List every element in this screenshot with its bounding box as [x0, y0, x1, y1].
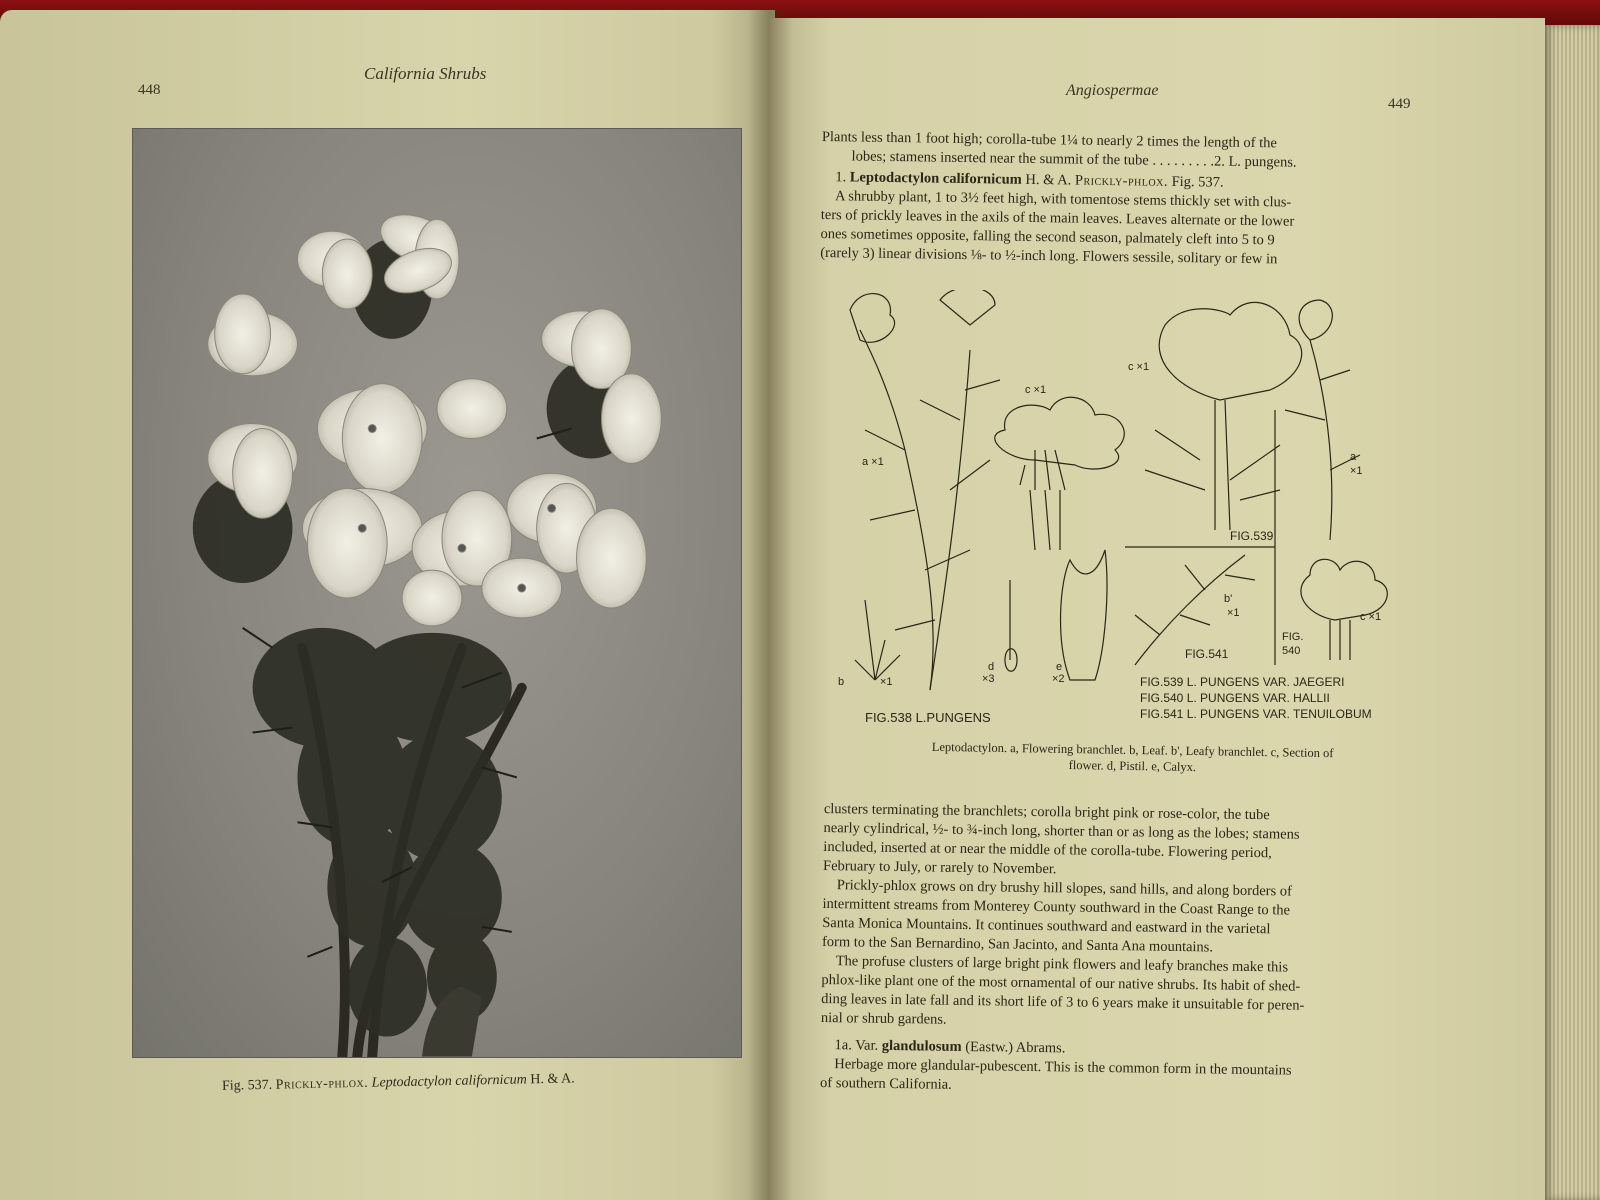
label-a2: a	[1350, 451, 1357, 463]
caption-authority: H. & A.	[530, 1071, 575, 1088]
variety-line: of southern California.	[819, 1074, 952, 1093]
plate-caption-line: Leptodactylon. a, Flowering branchlet. b, Leaf. b', Leafy branchlet. c, Section of	[931, 739, 1334, 761]
book-gutter	[748, 10, 792, 1200]
label-fig541: FIG.541	[1185, 647, 1229, 661]
description-line: (rarely 3) linear divisions ⅛- to ½-inch long. Flowers sessile, solitary or few in	[820, 244, 1278, 268]
label-e-scale: ×2	[1052, 673, 1065, 685]
species-authority: H. & A.	[1025, 171, 1072, 189]
description-line: included, inserted at or near the middle of the corolla-tube. Flowering period,	[823, 838, 1272, 862]
caption-scientific-name: Leptodactylon californicum	[371, 1072, 527, 1091]
description-line: ones sometimes opposite, falling the second season, palmately cleft into 5 to 9	[820, 225, 1275, 249]
fig540-branch-drawing	[1285, 300, 1360, 540]
leaf-b-drawing	[855, 600, 900, 680]
key-text	[820, 128, 1412, 271]
caption-common-name: Prickly-phlox.	[275, 1075, 369, 1093]
description-line: February to July, or rarely to November.	[822, 857, 1057, 878]
variety-line: Herbage more glandular-pubescent. This is the common form in the mountains	[834, 1056, 1292, 1079]
label-c3: c ×1	[1360, 611, 1382, 623]
plate-caption-line: flower. d, Pistil. e, Calyx.	[1068, 757, 1197, 774]
description-line: A shrubby plant, 1 to 3½ feet high, with tomentose stems thickly set with clus-	[834, 188, 1292, 211]
right-page-number: 449	[1388, 96, 1411, 112]
variety-authority: (Eastw.) Abrams.	[965, 1038, 1066, 1057]
plate-legend-line: FIG.541 L. PUNGENS VAR. TENUILOBUM	[1140, 707, 1372, 721]
page-edges	[1545, 25, 1600, 1200]
flower-photo-illustration	[133, 129, 741, 1057]
description-line: nearly cylindrical, ½- to ¾-inch long, shorter than or as long as the lobes; stamens	[823, 819, 1300, 843]
label-b-scale: ×1	[880, 676, 893, 688]
label-a2-scale: ×1	[1350, 465, 1363, 477]
calyx-e-drawing	[1061, 550, 1107, 680]
species-fig-ref: Fig. 537.	[1171, 173, 1224, 191]
body-text	[820, 800, 1414, 1101]
prickly-phlox-photo	[132, 128, 742, 1058]
flower-section-drawing	[995, 397, 1125, 469]
habitat-line: form to the San Bernardino, San Jacinto, and Santa Ana mountains.	[821, 933, 1214, 956]
label-c2: c ×1	[1128, 361, 1150, 373]
label-fig539: FIG.539	[1230, 529, 1274, 543]
caption-fig-number: Fig. 537.	[221, 1077, 273, 1094]
label-fig540-b: 540	[1282, 645, 1301, 657]
label-c1: c ×1	[1025, 384, 1047, 396]
habitat-line: Prickly-phlox grows on dry brushy hill slopes, sand hills, and along borders of	[836, 877, 1292, 900]
notes-line: nial or shrub gardens.	[820, 1009, 947, 1028]
notes-line: ding leaves in late fall and its short life of 3 to 6 years make it unsuitable for peren-	[821, 990, 1305, 1014]
pistil-d-drawing	[1005, 580, 1017, 671]
right-running-head: Angiospermae	[1066, 82, 1159, 99]
notes-line: phlox-like plant one of the most ornamental of our native shrubs. Its habit of shed-	[821, 971, 1301, 995]
left-running-head: California Shrubs	[364, 64, 487, 83]
label-e: e	[1056, 661, 1063, 673]
label-fig540-a: FIG.	[1282, 631, 1304, 643]
label-b: b	[838, 676, 845, 688]
species-number: 1.	[835, 169, 847, 186]
key-line: Plants less than 1 foot high; corolla-tube 1¼ to nearly 2 times the length of the	[821, 128, 1278, 152]
variety-prefix: 1a. Var.	[834, 1037, 879, 1054]
label-bprime-scale: ×1	[1227, 607, 1240, 619]
habitat-line: intermittent streams from Monterey County southward in the Coast Range to the	[822, 895, 1291, 919]
label-d-scale: ×3	[982, 673, 995, 685]
key-line: lobes; stamens inserted near the summit of the tube . . . . . . . . .2. L. pungens.	[851, 148, 1297, 171]
species-name: Leptodactylon californicum	[849, 169, 1022, 188]
botanical-plate	[830, 290, 1425, 740]
plate-drawings	[830, 290, 1425, 740]
description-line: clusters terminating the branchlets; corolla bright pink or rose-color, the tube	[823, 800, 1270, 824]
label-bprime: b'	[1224, 593, 1233, 605]
plate-legend-line: FIG.539 L. PUNGENS VAR. JAEGERI	[1140, 675, 1345, 689]
label-d: d	[988, 661, 995, 673]
label-a1: a ×1	[862, 456, 884, 468]
plate-legend-line: FIG.540 L. PUNGENS VAR. HALLII	[1140, 691, 1330, 705]
left-page-number: 448	[138, 82, 161, 98]
notes-line: The profuse clusters of large bright pink flowers and leafy branches make this	[835, 953, 1289, 976]
description-line: ters of prickly leaves in the axils of the main leaves. Leaves alternate or the lower	[820, 206, 1295, 230]
branch-a-drawing	[860, 330, 933, 690]
species-common-name: Prickly-phlox.	[1074, 172, 1169, 190]
fig539-flower-drawing	[1159, 302, 1301, 400]
variety-name: glandulosum	[881, 1037, 962, 1055]
habitat-line: Santa Monica Mountains. It continues southward and eastward in the varietal	[822, 914, 1271, 938]
label-fig538: FIG.538 L.PUNGENS	[865, 710, 991, 725]
